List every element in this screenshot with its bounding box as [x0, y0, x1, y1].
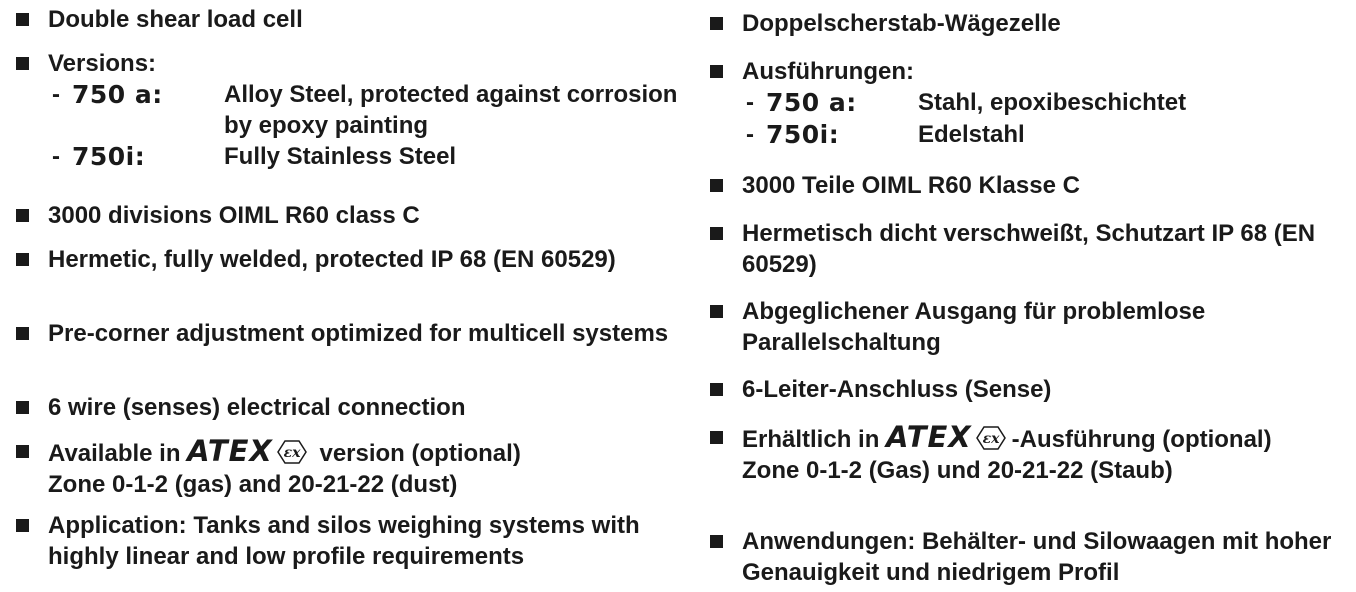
list-item: Doppelscherstab-Wägezelle — [706, 8, 1356, 39]
version-750i: - 750i: Edelstahl — [746, 120, 1025, 149]
list-item: Application: Tanks and silos weighing systems with highly linear and low profile requirements — [12, 510, 698, 572]
list-item: 3000 Teile OIML R60 Klasse C — [706, 170, 1356, 201]
square-bullet-icon — [710, 305, 723, 318]
svg-text:εx: εx — [283, 445, 301, 461]
square-bullet-icon — [710, 535, 723, 548]
list-item: Ausführungen: - 750 a: Stahl, epoxibeschichtet - 750i: Edelstahl — [706, 56, 1356, 151]
list-item: Pre-corner adjustment optimized for multicell systems — [12, 318, 698, 349]
list-item: Abgeglichener Ausgang für problemlose Parallelschaltung — [706, 296, 1356, 358]
version-750a: - 750 a: Alloy Steel, protected against corrosion by epoxy painting — [52, 80, 678, 139]
list-item: Anwendungen: Behälter- und Silowaagen mit hoher Genauigkeit und niedrigem Profil — [706, 526, 1356, 588]
square-bullet-icon — [710, 383, 723, 396]
version-750a: - 750 a: Stahl, epoxibeschichtet — [746, 88, 1187, 117]
square-bullet-icon — [710, 65, 723, 78]
version-750i: - 750i: Fully Stainless Steel — [52, 142, 457, 171]
ex-hexagon-icon — [277, 440, 307, 464]
square-bullet-icon — [710, 227, 723, 240]
square-bullet-icon — [16, 13, 29, 26]
svg-text:εx: εx — [982, 431, 1000, 447]
list-item: 6-Leiter-Anschluss (Sense) — [706, 374, 1356, 405]
list-item: Erhältlich in ATEX εx -Ausführung (optional) Zone 0-1-2 (Gas) und 20-21-22 (Staub) — [706, 422, 1356, 486]
list-item: Hermetic, fully welded, protected IP 68 (EN 60529) — [12, 244, 698, 275]
list-item: 6 wire (senses) electrical connection — [12, 392, 698, 423]
list-item: Available in ATEX εx version (optional) Zone 0-1-2 (gas) and 20-21-22 (dust) — [12, 436, 698, 500]
atex-logo: ATEX — [187, 434, 273, 468]
square-bullet-icon — [16, 57, 29, 70]
list-item: Double shear load cell — [12, 4, 698, 35]
square-bullet-icon — [16, 519, 29, 532]
square-bullet-icon — [710, 17, 723, 30]
square-bullet-icon — [16, 253, 29, 266]
square-bullet-icon — [16, 401, 29, 414]
square-bullet-icon — [16, 209, 29, 222]
square-bullet-icon — [710, 431, 723, 444]
list-item: 3000 divisions OIML R60 class C — [12, 200, 698, 231]
list-item: Hermetisch dicht verschweißt, Schutzart IP 68 (EN 60529) — [706, 218, 1356, 280]
square-bullet-icon — [16, 327, 29, 340]
square-bullet-icon — [710, 179, 723, 192]
square-bullet-icon — [16, 445, 29, 458]
list-item: Versions: - 750 a: Alloy Steel, protected against corrosion by epoxy painting - 750i: Fully Stainless Steel — [12, 48, 698, 173]
atex-logo: ATEX — [886, 420, 972, 454]
ex-hexagon-icon — [976, 426, 1006, 450]
